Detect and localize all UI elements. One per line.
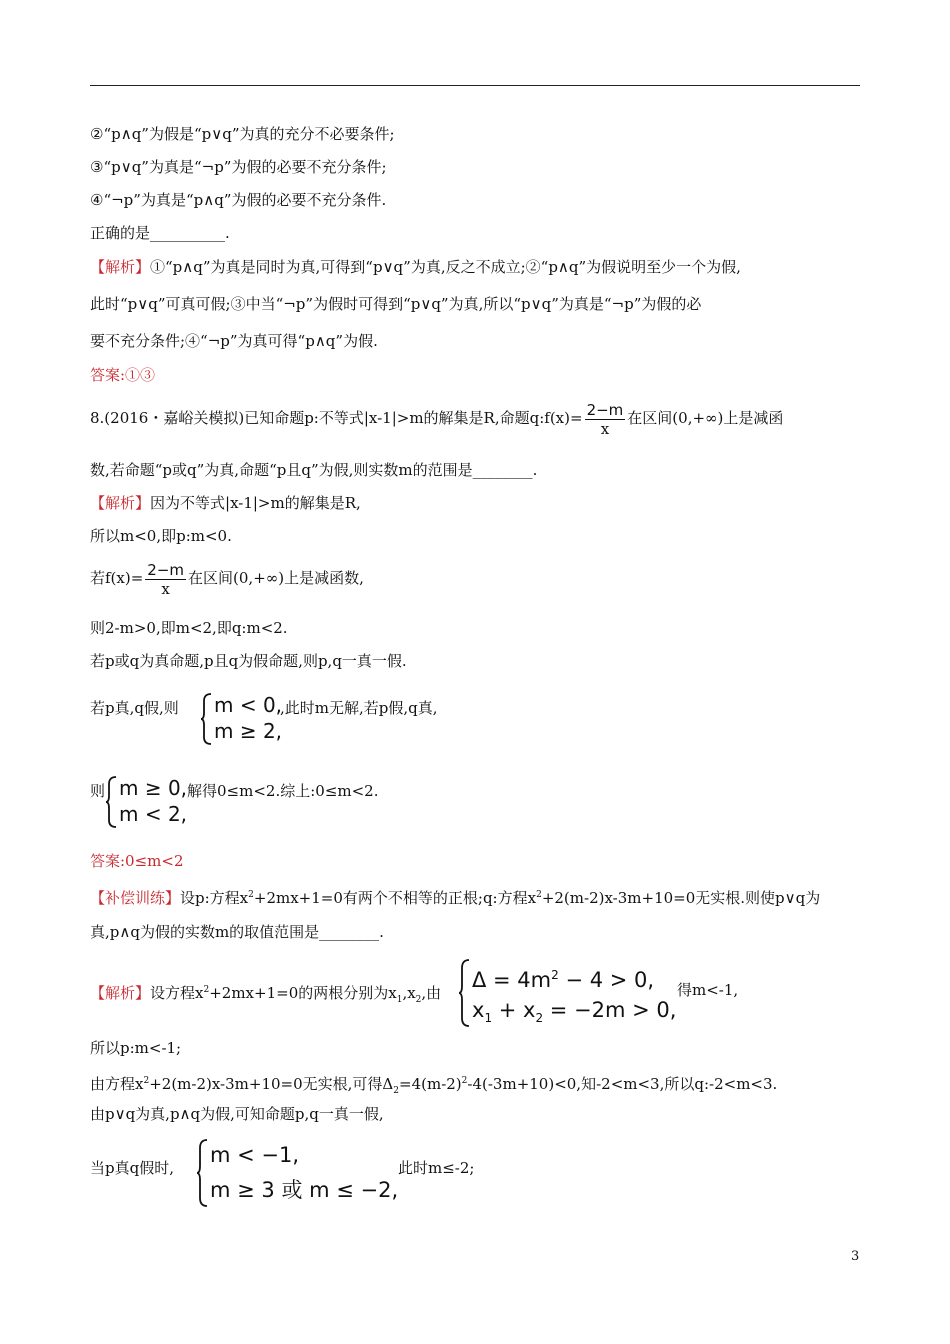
- question-8-text-a: 8.(2016・嘉峪关模拟)已知命题p:不等式|x-1|>m的解集是R,命题q:f(x)=: [90, 409, 583, 427]
- system-3-row-1: [472, 958, 654, 998]
- superscript: 2: [203, 985, 210, 995]
- brace-icon: [458, 958, 470, 1028]
- solution-8-text: 因为不等式|x-1|>m的解集是R,: [150, 494, 361, 512]
- supplement-text-a: 设p:方程x: [180, 889, 249, 907]
- fraction: [145, 561, 186, 598]
- subscript: 2: [393, 1086, 399, 1096]
- system-4-row-2: m ≥ 3 或 m ≤ −2,: [210, 1178, 399, 1202]
- case-3-prefix: 当p真q假时,: [90, 1159, 174, 1177]
- solution-line-1: [90, 257, 741, 277]
- case-3-suffix: 此时m≤-2;: [398, 1159, 475, 1177]
- question-prompt: 正确的是__________.: [90, 224, 230, 242]
- case-1-suffix: ,此时m无解,若p假,q真,: [280, 699, 438, 717]
- question-8-line-2: 数,若命题“p或q”为真,命题“p且q”为假,则实数m的范围是________.: [90, 461, 538, 479]
- case-2-prefix: 则: [90, 782, 106, 800]
- solution-s-line-3-d: -4(-3m+10)<0,知-2<m<3,所以q:-2<m<3.: [467, 1075, 778, 1093]
- system-3-row-1-a: Δ = 4m: [472, 968, 552, 992]
- statement-4: ④“¬p”为真是“p∧q”为假的必要不充分条件.: [90, 191, 387, 209]
- fraction-numerator: 2−m: [586, 400, 624, 419]
- solution-s-line-3: [90, 1071, 777, 1101]
- statement-3: ③“p∨q”为真是“¬p”为假的必要不充分条件;: [90, 158, 387, 176]
- solution-8-line-5: 若p或q为真命题,p且q为假命题,则p,q一真一假.: [90, 652, 407, 670]
- system-3-row-2: [472, 993, 676, 1036]
- solution-s-text-a: 设方程x: [150, 984, 204, 1002]
- fraction-denominator: x: [600, 419, 610, 438]
- supplement-tag: 【补偿训练】: [90, 889, 181, 907]
- system-4-row-1: m < −1,: [210, 1143, 300, 1167]
- solution-s-line-4: 由p∨q为真,p∧q为假,可知命题p,q一真一假,: [90, 1105, 384, 1123]
- case-2-suffix: 解得0≤m<2.综上:0≤m<2.: [187, 782, 379, 800]
- solution-8-text-a: 若f(x)=: [90, 569, 144, 587]
- solution-tag: 【解析】: [90, 984, 151, 1002]
- solution-s-text-d: ,由: [421, 984, 442, 1002]
- system-1-row-1: m < 0,: [214, 693, 283, 717]
- system-2: [105, 775, 187, 829]
- solution-line-3: 要不充分条件;④“¬p”为真可得“p∧q”为假.: [90, 332, 378, 350]
- system-3-row-2-a: x: [472, 998, 485, 1022]
- brace-icon: [105, 775, 117, 829]
- answer-1: 答案:①③: [90, 366, 156, 384]
- case-1-prefix: 若p真,q假,则: [90, 699, 179, 717]
- solution-s-line-3-b: +2(m-2)x-3m+10=0无实根,可得Δ: [149, 1075, 394, 1093]
- supplement-line-1: [90, 885, 820, 908]
- system-4: [196, 1138, 399, 1208]
- superscript: 2: [536, 890, 542, 900]
- solution-8-text-b: 在区间(0,+∞)上是减函数,: [188, 569, 364, 587]
- solution-s-line-3-a: 由方程x: [90, 1075, 144, 1093]
- solution-s-text-b: +2mx+1=0的两根分别为x: [209, 984, 397, 1002]
- answer-2: 答案:0≤m<2: [90, 852, 184, 870]
- statement-2: ②“p∧q”为假是“p∨q”为真的充分不必要条件;: [90, 125, 395, 143]
- system-2-row-1: m ≥ 0,: [119, 776, 188, 800]
- fraction-denominator: x: [161, 579, 170, 598]
- solution-8-line-3: [90, 558, 364, 598]
- system-1-row-2: m ≥ 2,: [214, 719, 283, 743]
- solution-text: ①“p∧q”为真是同时为真,可得到“p∨q”为真,反之不成立;②“p∧q”为假说明至少一个为假,: [150, 258, 741, 276]
- system-3: [458, 958, 676, 1028]
- supplement-line-2: 真,p∧q为假的实数m的取值范围是________.: [90, 923, 384, 941]
- solution-s-line-1: [90, 980, 441, 1010]
- brace-icon: [196, 1138, 208, 1208]
- system-3-row-2-b: + x: [492, 998, 536, 1022]
- system-2-row-2: m < 2,: [119, 802, 188, 826]
- header-rule: [90, 85, 860, 86]
- question-8-text-b: 在区间(0,+∞)上是减函: [627, 409, 784, 427]
- page-number: 3: [851, 1249, 860, 1264]
- solution-s-text-c: ,x: [402, 984, 416, 1002]
- fraction: [585, 401, 626, 438]
- subscript: 2: [535, 1011, 544, 1026]
- superscript: 2: [551, 968, 559, 982]
- system-3-row-1-b: − 4 > 0,: [558, 968, 655, 992]
- solution-tag: 【解析】: [90, 494, 151, 512]
- subscript: 1: [396, 995, 403, 1005]
- system-3-row-2-c: = −2m > 0,: [543, 998, 677, 1022]
- solution-line-2: 此时“p∨q”可真可假;③中当“¬p”为假时可得到“p∨q”为真,所以“p∨q”为真是“¬p”为假的必: [90, 295, 702, 313]
- supplement-text-c: +2(m-2)x-3m+10=0无实根.则使p∨q为: [541, 889, 821, 907]
- superscript: 2: [143, 1076, 150, 1086]
- subscript: 2: [415, 995, 422, 1005]
- solution-s-line-2: 所以p:m<-1;: [90, 1039, 182, 1057]
- solution-8-line-1: [90, 493, 361, 513]
- solution-s-line-1-end: 得m<-1,: [677, 981, 739, 999]
- solution-8-line-4: 则2-m>0,即m<2,即q:m<2.: [90, 619, 288, 637]
- brace-icon: [200, 692, 212, 746]
- solution-8-line-2: 所以m<0,即p:m<0.: [90, 527, 232, 545]
- supplement-text-b: +2mx+1=0有两个不相等的正根;q:方程x: [253, 889, 537, 907]
- solution-s-line-3-c: =4(m-2): [399, 1075, 462, 1093]
- subscript: 1: [484, 1011, 493, 1026]
- system-1: [200, 692, 283, 746]
- question-8-line-1: [90, 398, 783, 438]
- superscript: 2: [248, 890, 254, 900]
- superscript: 2: [461, 1076, 468, 1086]
- solution-tag: 【解析】: [90, 258, 151, 276]
- fraction-numerator: 2−m: [147, 560, 185, 579]
